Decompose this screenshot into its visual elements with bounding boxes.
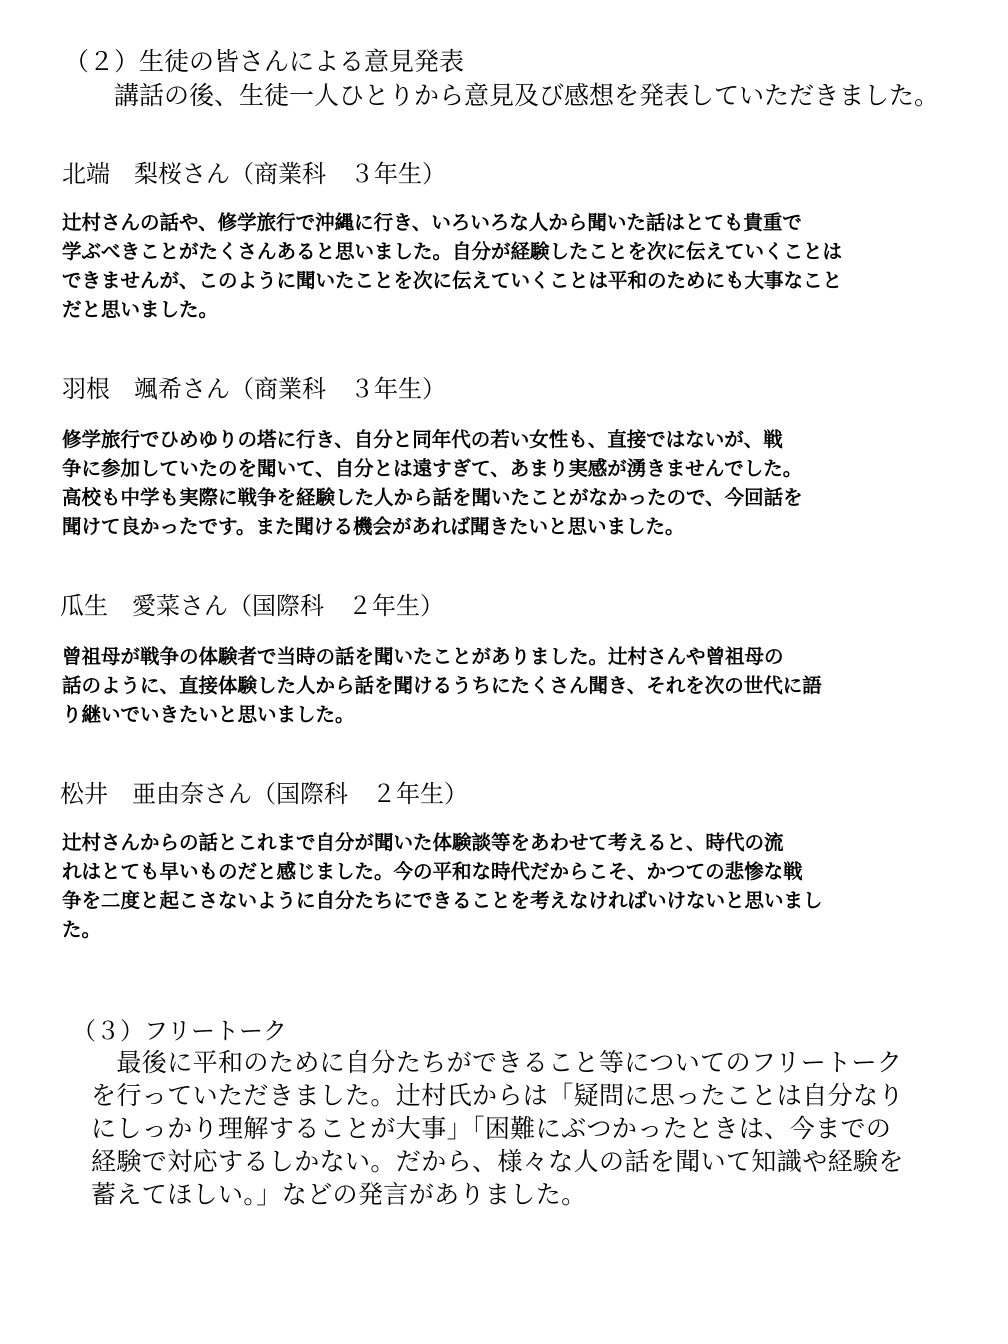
speaker-comment-line: できませんが、このように聞いたことを次に伝えていくことは平和のためにも大事なこと [62,269,843,292]
speaker-comment-line: た。 [62,918,102,941]
section3-paragraph-line: 最後に平和のために自分たちができること等についてのフリートーク [91,1048,903,1077]
section3-paragraph-line: 経験で対応するしかない。だから、様々な人の話を聞いて知識や経験を [91,1147,904,1176]
speaker-comment-line: れはとても早いものだと感じました。今の平和な時代だからこそ、かつての悲惨な戦 [62,860,803,883]
speaker-name: 松井 亜由奈さん（国際科 ２年生） [60,780,468,808]
speaker-comment-line: 曾祖母が戦争の体験者で当時の話を聞いたことがありました。辻村さんや曾祖母の [62,645,784,668]
speaker-comment-line: 学ぶべきことがたくさんあると思いました。自分が経験したことを次に伝えていくことは [62,240,843,263]
speaker-comment-line: 辻村さんの話や、修学旅行で沖縄に行き、いろいろな人から聞いた話はとても貴重で [62,211,802,234]
speaker-name: 羽根 颯希さん（商業科 ３年生） [62,375,446,403]
speaker-comment-line: 争に参加していたのを聞いて、自分とは遠すぎて、あまり実感が湧きませんでした。 [62,457,803,480]
speaker-comment-line: り継いでいきたいと思いました。 [62,703,355,726]
speaker-comment-line: だと思いました。 [62,298,219,321]
section3-paragraph-line: 蓄えてほしい。」などの発言がありました。 [91,1180,587,1209]
section2-intro: 講話の後、生徒一人ひとりから意見及び感想を発表していただきました。 [114,81,940,110]
speaker-comment-line: 修学旅行でひめゆりの塔に行き、自分と同年代の若い女性も、直接ではないが、戦 [62,428,783,451]
section3-paragraph-line: を行っていただきました。辻村氏からは「疑問に思ったことは自分なり [91,1081,904,1110]
speaker-comment-line: 聞けて良かったです。また聞ける機会があれば聞きたいと思いました。 [62,515,685,538]
speaker-name: 瓜生 愛菜さん（国際科 ２年生） [60,592,444,620]
section3-heading: （３）フリートーク [72,1017,288,1045]
speaker-name: 北端 梨桜さん（商業科 ３年生） [62,160,446,188]
section2-heading: （２）生徒の皆さんによる意見発表 [64,47,465,76]
speaker-comment-line: 話のように、直接体験した人から話を聞けるうちにたくさん聞き、それを次の世代に語 [62,674,822,697]
section3-paragraph-line: にしっかり理解することが大事」「困難にぶつかったときは、今までの [91,1114,892,1143]
speaker-comment-line: 争を二度と起こさないように自分たちにできることを考えなければいけないと思いまし [62,889,823,912]
speaker-comment-line: 辻村さんからの話とこれまで自分が聞いた体験談等をあわせて考えると、時代の流 [62,831,784,854]
speaker-comment-line: 高校も中学も実際に戦争を経験した人から話を聞いたことがなかったので、今回話を [62,486,803,509]
